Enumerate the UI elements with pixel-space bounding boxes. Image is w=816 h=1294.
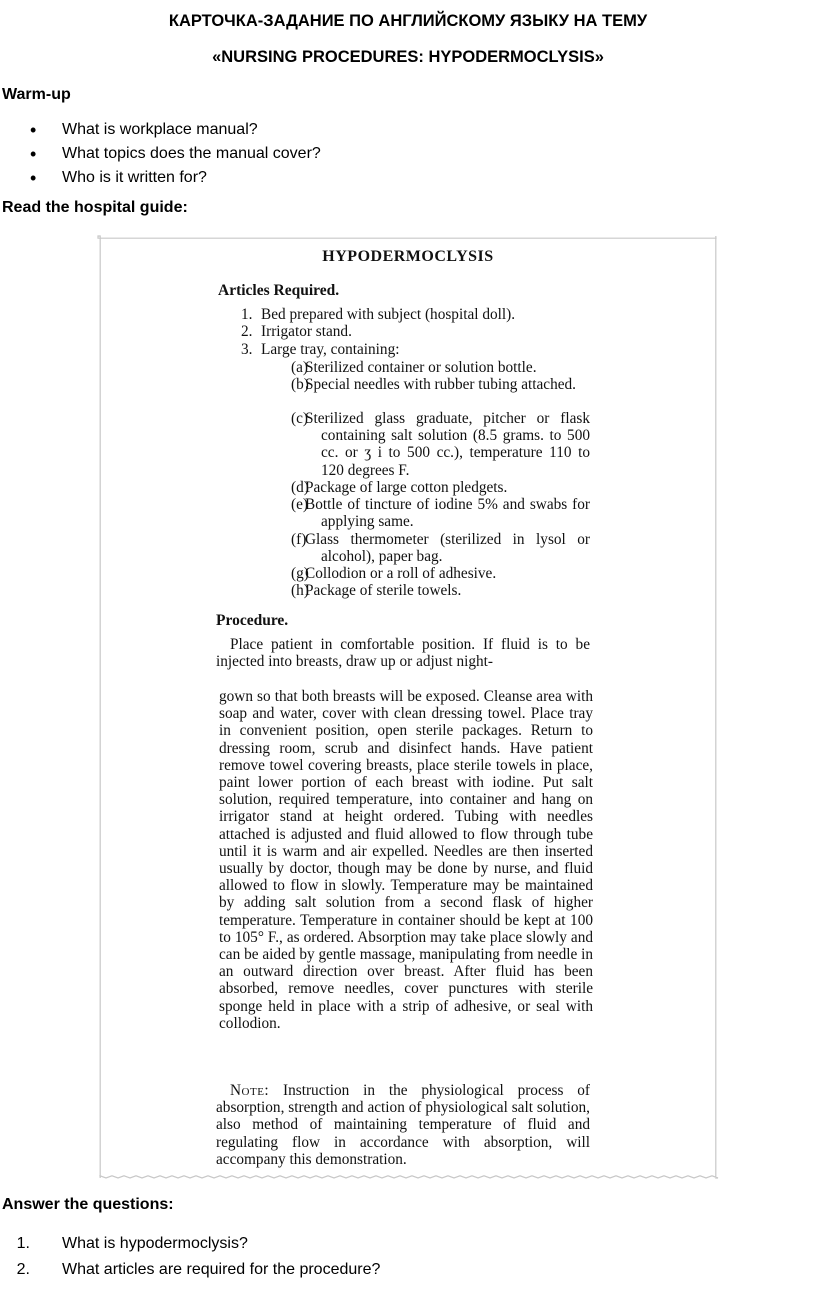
tray-subitem	[291, 582, 590, 599]
subitem-text: Sterilized container or solution bottle.	[305, 359, 537, 376]
tray-subitem	[291, 479, 590, 496]
subitem-letter: (e)	[291, 496, 308, 513]
subitem-text: Glass thermometer (sterilized in lysol or alcohol), paper bag.	[305, 531, 590, 566]
guide-title: HYPODERMOCLYSIS	[322, 248, 494, 265]
subitem-text: Package of sterile towels.	[305, 582, 462, 599]
tray-subitem	[291, 565, 590, 582]
tray-subitem	[291, 376, 590, 393]
question-item	[0, 1231, 380, 1257]
procedure-paragraph-continued: gown so that both breasts will be exposed. Cleanse area with soap and water, cover with clean dressing towel. Place tray in convenient position, open sterile packages. Return to dressing room, scrub and disinfect hands. Have patient remove towel covering breasts, place sterile towels in place, paint lower portion of each breast with iodine. Put salt solution, required temperature, into container and hang on irrigator stand at height ordered. Tubing with needles attached is adjusted and fluid allowed to flow through tube until it is warm and air expelled. Needles are then inserted usually by doctor, though may be done by nurse, and fluid allowed to flow in slowly. Temperature may be maintained by adding salt solution from a second flask of higher temperature. Temperature in container should be kept at 100 to 105° F., as ordered. Absorption may take place slowly and can be aided by gentle massage, manipulating from needle in an outward direction over breast. After fluid has been absorbed, remove needles, cover punctures with sterile sponge held in place with a strip of adhesive, or seal with collodion.	[219, 688, 593, 1032]
answer-questions-heading: Answer the questions:	[2, 1196, 174, 1213]
article-text: Bed prepared with subject (hospital doll).	[261, 306, 516, 323]
subitem-text: Sterilized glass graduate, pitcher or flask containing salt solution (8.5 grams. to 500 cc. or ʒ i to 500 cc.), temperature 110 to 120 degrees F.	[305, 410, 590, 479]
subitem-text: Collodion or a roll of adhesive.	[305, 565, 497, 582]
articles-required-label: Articles Required.	[218, 282, 340, 299]
subitem-letter: (f)	[291, 531, 307, 548]
page-title-line-2: «NURSING PROCEDURES: HYPODERMOCLYSIS»	[212, 48, 604, 66]
warmup-heading: Warm-up	[2, 86, 71, 103]
questions-list	[0, 1231, 380, 1283]
warmup-item: • Who is it written for?	[0, 166, 321, 190]
warmup-item: • What topics does the manual cover?	[0, 142, 321, 166]
subitem-letter: (g)	[291, 565, 309, 582]
note-label: Note:	[230, 1082, 270, 1099]
subitem-text: Bottle of tincture of iodine 5% and swabs for applying same.	[305, 496, 590, 531]
procedure-paragraph: Place patient in comfortable position. If fluid is to be injected into breasts, draw up or adjust night-	[216, 636, 590, 671]
tray-subitem	[291, 359, 641, 376]
question-number: 2.	[16, 1261, 30, 1278]
note-text: Instruction in the physiological process of absorption, strength and action of physiological salt solution, also method of maintaining temperature of fluid and regulating flow in accordance with absorption, will accompany this demonstration.	[216, 1082, 590, 1168]
article-text: Irrigator stand.	[261, 323, 352, 340]
article-text: Large tray, containing:	[261, 341, 400, 358]
subitem-text: Package of large cotton pledgets.	[305, 479, 508, 496]
subitem-text: Special needles with rubber tubing attached.	[305, 376, 577, 393]
warmup-item: • What is workplace manual?	[0, 118, 321, 142]
question-item	[0, 1257, 380, 1283]
question-text: What articles are required for the procedure?	[62, 1261, 381, 1278]
article-item	[241, 341, 399, 358]
tray-subitem	[291, 531, 590, 566]
subitem-letter: (a)	[291, 359, 308, 376]
subitem-letter: (d)	[291, 479, 309, 496]
warmup-list	[0, 118, 321, 190]
article-item	[241, 323, 352, 340]
article-number: 2.	[241, 323, 253, 340]
article-item	[241, 306, 515, 323]
subitem-letter: (b)	[291, 376, 309, 393]
subitem-letter: (h)	[291, 582, 309, 599]
subitem-letter: (c)	[291, 410, 308, 427]
procedure-label: Procedure.	[216, 612, 289, 629]
article-number: 1.	[241, 306, 253, 323]
question-number: 1.	[16, 1235, 30, 1252]
page-title-line-1: КАРТОЧКА-ЗАДАНИЕ ПО АНГЛИЙСКОМУ ЯЗЫКУ НА ТЕМУ	[168, 12, 648, 30]
tray-subitem	[291, 496, 590, 531]
read-guide-heading: Read the hospital guide:	[2, 199, 188, 216]
article-number: 3.	[241, 341, 253, 358]
note-paragraph	[216, 1082, 590, 1168]
question-text: What is hypodermoclysis?	[62, 1235, 248, 1252]
tray-subitem	[291, 410, 590, 479]
